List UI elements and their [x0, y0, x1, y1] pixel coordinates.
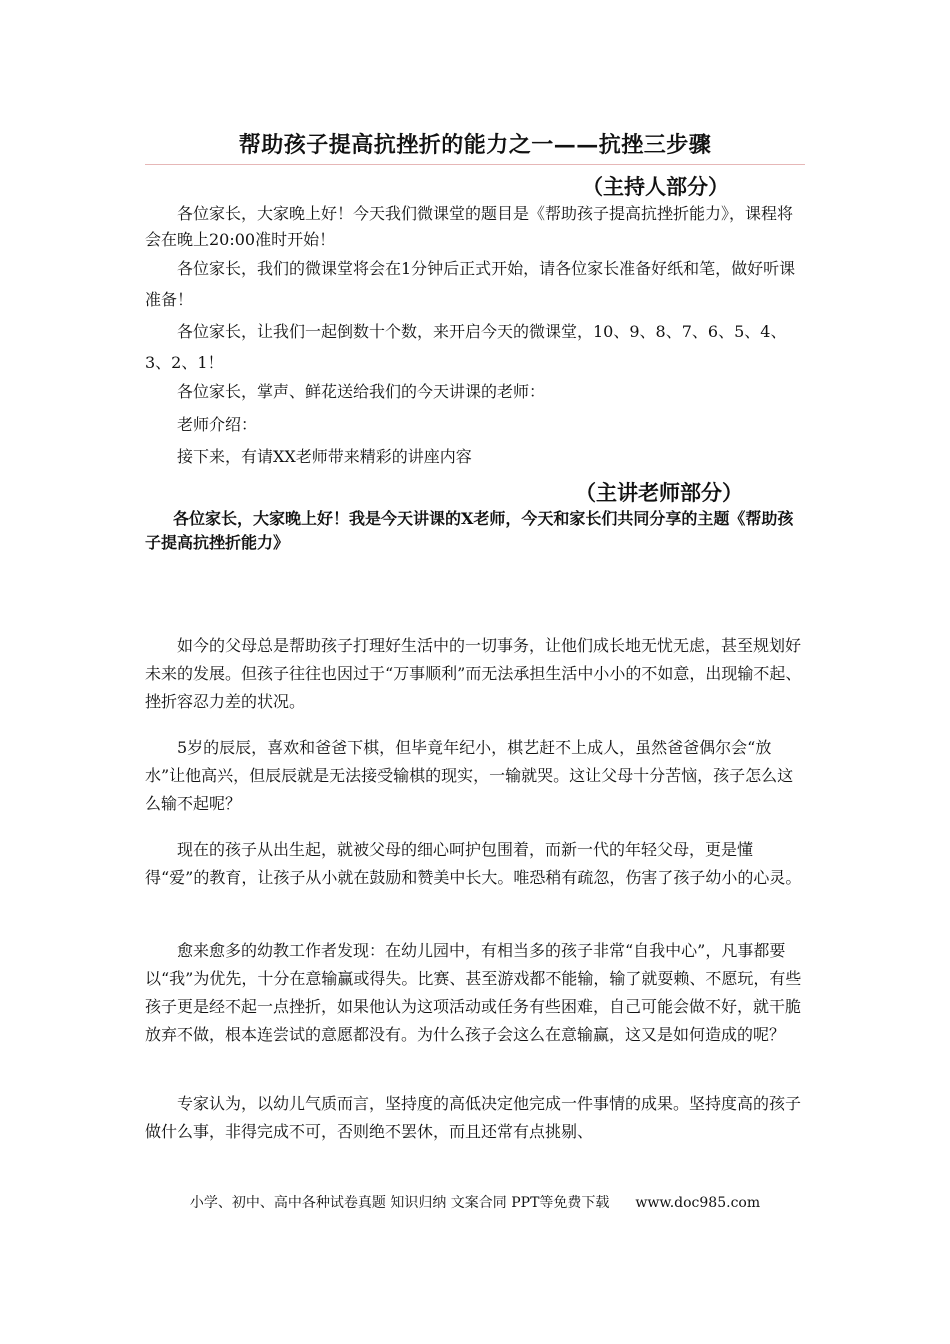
- teacher-paragraph-2: 5岁的辰辰，喜欢和爸爸下棋，但毕竟年纪小，棋艺赶不上成人，虽然爸爸偶尔会“放水”让他高兴，但辰辰就是无法接受输棋的现实，一输就哭。这让父母十分苦恼，孩子怎么这么输不起呢？: [145, 738, 794, 813]
- teacher-intro: 各位家长，大家晚上好！我是今天讲课的X老师，今天和家长们共同分享的主题《帮助孩子提高抗挫折能力》: [145, 509, 794, 552]
- teacher-section-heading: （主讲老师部分）: [575, 480, 743, 505]
- title-divider: [145, 164, 805, 165]
- host-paragraph-2: 各位家长，我们的微课堂将会在1分钟后正式开始，请各位家长准备好纸和笔，做好听课准备！: [145, 259, 796, 309]
- host-paragraph-6: 接下来，有请XX老师带来精彩的讲座内容: [177, 447, 472, 466]
- document-title: 帮助孩子提高抗挫折的能力之一——抗挫三步骤: [238, 132, 712, 158]
- teacher-paragraph-1: 如今的父母总是帮助孩子打理好生活中的一切事务，让他们成长地无忧无虑，甚至规划好未来的发展。但孩子往往也因过于“万事顺利”而无法承担生活中小小的不如意，出现输不起、挫折容忍力差的状况。: [145, 636, 802, 711]
- host-paragraph-5: 老师介绍：: [177, 415, 258, 434]
- host-section-heading: （主持人部分）: [582, 174, 729, 199]
- footer-site: www.doc985.com: [635, 1195, 761, 1211]
- teacher-paragraph-3: 现在的孩子从出生起，就被父母的细心呵护包围着，而新一代的年轻父母，更是懂得“爱”的教育，让孩子从小就在鼓励和赞美中长大。唯恐稍有疏忽，伤害了孩子幼小的心灵。: [145, 840, 802, 887]
- teacher-paragraph-5: 专家认为，以幼儿气质而言，坚持度的高低决定他完成一件事情的成果。坚持度高的孩子做什么事，非得完成不可，否则绝不罢休，而且还常有点挑剔、: [145, 1094, 802, 1141]
- host-paragraph-3: 各位家长，让我们一起倒数十个数，来开启今天的微课堂，10、9、8、7、6、5、4、3、2、1！: [145, 322, 787, 372]
- host-paragraph-1: 各位家长，大家晚上好！今天我们微课堂的题目是《帮助孩子提高抗挫折能力》，课程将会在晚上20:00准时开始！: [145, 204, 794, 249]
- footer-text: 小学、初中、高中各种试卷真题 知识归纳 文案合同 PPT等免费下载: [189, 1195, 610, 1211]
- host-paragraph-4: 各位家长，掌声、鲜花送给我们的今天讲课的老师：: [177, 382, 546, 401]
- teacher-paragraph-4: 愈来愈多的幼教工作者发现：在幼儿园中，有相当多的孩子非常“自我中心”，凡事都要以“我”为优先，十分在意输赢或得失。比赛、甚至游戏都不能输，输了就耍赖、不愿玩，有些孩子更是经不起一点挫折，如果他认为这项活动或任务有些困难，自己可能会做不好，就干脆放弃不做，根本连尝试的意愿都没有。为什么孩子会这么在意输赢，这又是如何造成的呢？: [145, 941, 802, 1044]
- page-footer: [0, 1192, 950, 1212]
